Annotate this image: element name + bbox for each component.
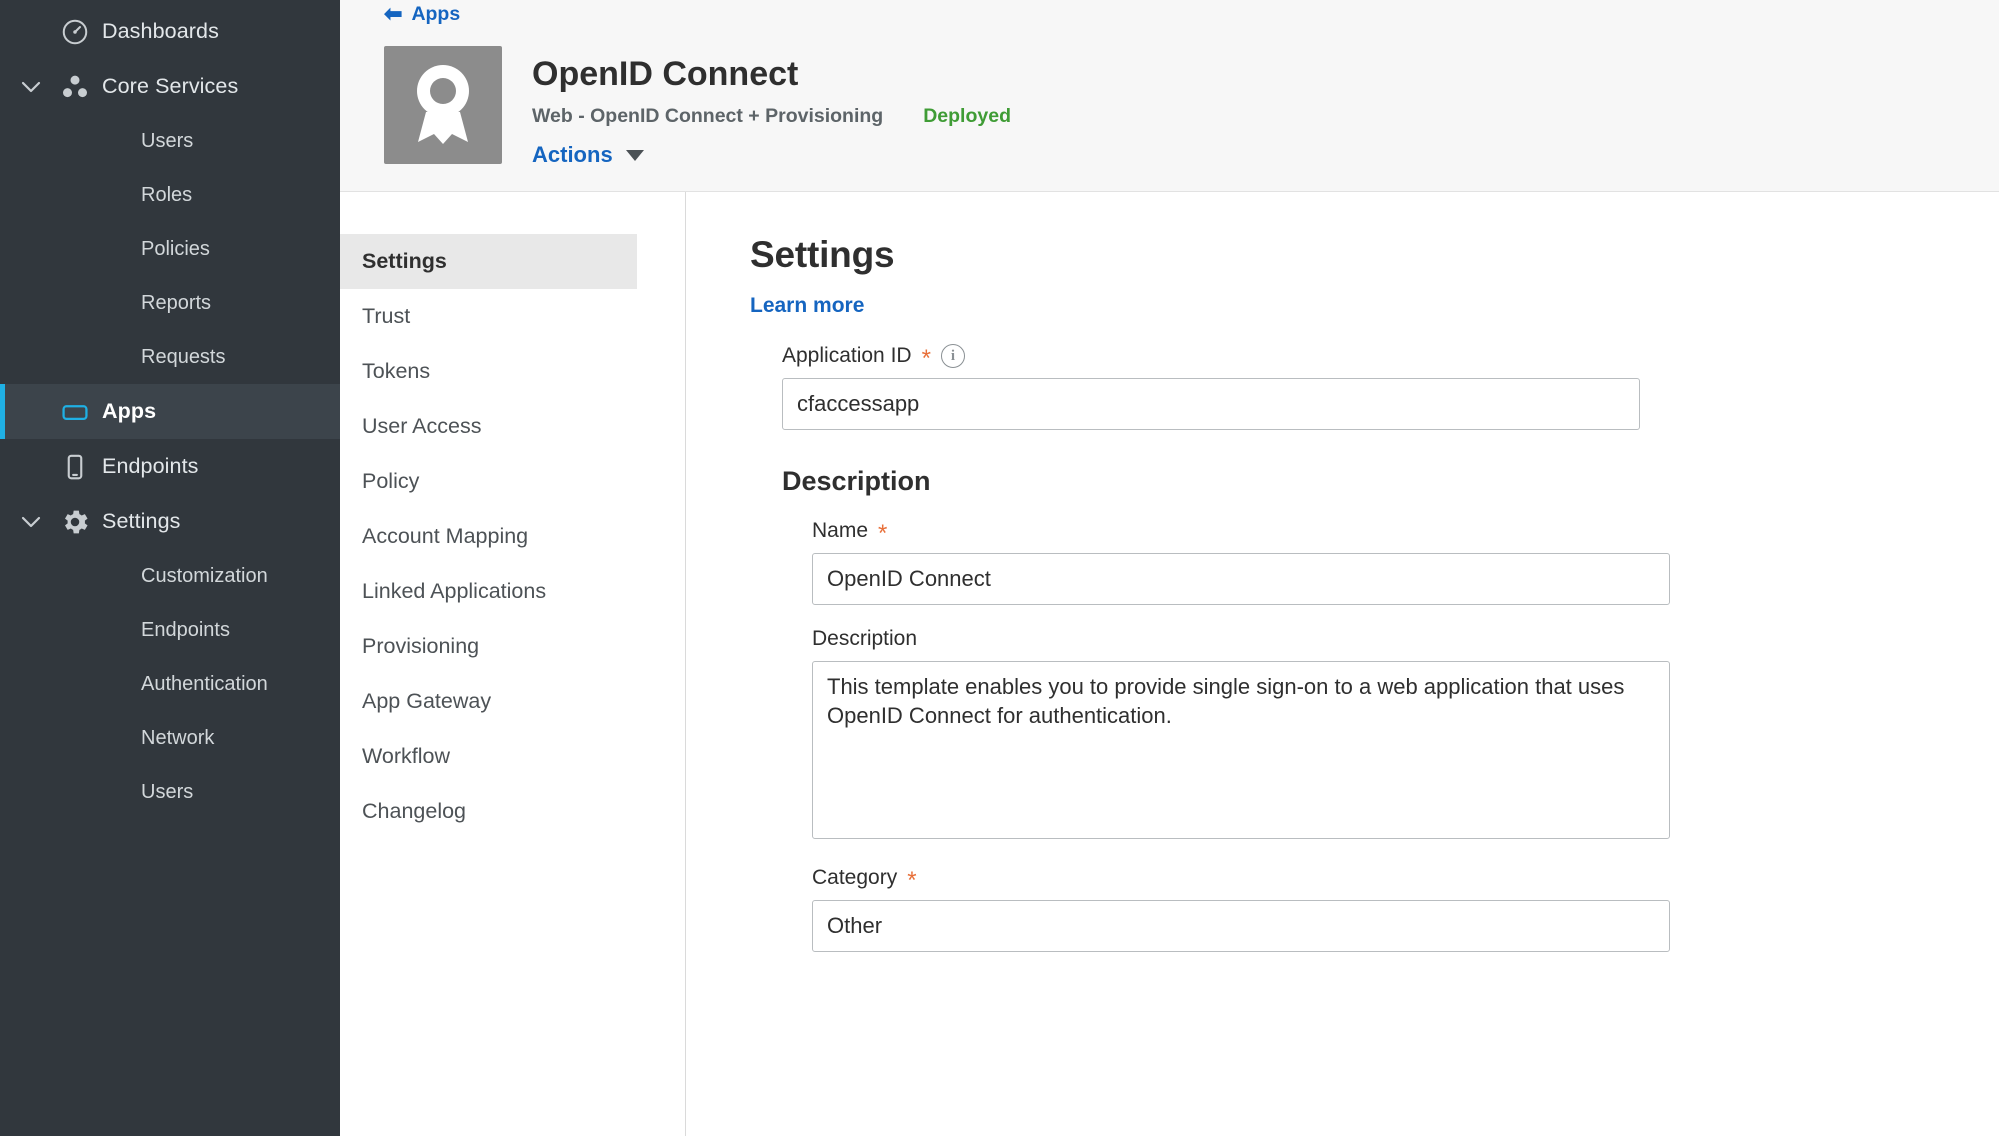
actions-button[interactable] [532, 142, 1011, 168]
tab-trust[interactable]: Trust [362, 304, 411, 328]
description-section-title: Description [782, 466, 931, 496]
sidebar-item-network[interactable]: Network [141, 726, 215, 749]
device-icon [48, 452, 102, 482]
category-input[interactable] [812, 900, 1670, 952]
sidebar-item-label: Dashboards [102, 19, 219, 43]
description-label-row [812, 627, 1999, 651]
sidebar-item-core-services[interactable] [0, 59, 340, 114]
tab-policy[interactable]: Policy [362, 469, 420, 493]
category-label: Category [812, 866, 898, 889]
name-input[interactable] [812, 553, 1670, 605]
breadcrumb-label: Apps [411, 3, 461, 25]
info-icon[interactable]: i [941, 344, 965, 368]
category-label-row [812, 866, 1999, 894]
required-marker: * [878, 520, 888, 547]
tab-user-access[interactable]: User Access [362, 414, 482, 438]
sidebar-item-label: Core Services [102, 74, 239, 98]
tab-tokens[interactable]: Tokens [362, 359, 431, 383]
actions-label: Actions [532, 142, 613, 168]
page-title: OpenID Connect [532, 55, 799, 93]
tab-app-gateway[interactable]: App Gateway [362, 689, 492, 713]
section-heading: Settings [750, 234, 895, 275]
sidebar-item-apps[interactable] [0, 384, 340, 439]
description-textarea[interactable] [812, 661, 1670, 839]
sidebar-item-endpoints[interactable] [0, 439, 340, 494]
sidebar-item-settings-endpoints[interactable]: Endpoints [141, 618, 230, 641]
tab-changelog[interactable]: Changelog [362, 799, 467, 823]
chevron-down-icon[interactable] [14, 80, 48, 93]
description-field [750, 627, 1999, 844]
required-marker: * [921, 345, 931, 372]
main-panel [340, 0, 1999, 1136]
name-field [750, 519, 1999, 605]
application-id-input[interactable] [782, 378, 1640, 430]
application-id-label: Application ID [782, 344, 912, 367]
gear-icon [48, 506, 102, 538]
app-header [340, 0, 1999, 192]
name-label-row [812, 519, 1999, 547]
tab-provisioning[interactable]: Provisioning [362, 634, 480, 658]
apps-icon [48, 396, 102, 428]
app-head-text [532, 46, 1011, 168]
sidebar-item-label: Endpoints [102, 454, 199, 478]
gauge-icon [48, 17, 102, 47]
sidebar-item-authentication[interactable]: Authentication [141, 672, 268, 695]
application-id-label-row [782, 344, 1999, 372]
sidebar-item-label: Settings [102, 509, 181, 533]
sidebar-item-users[interactable]: Users [141, 129, 194, 152]
back-arrow-icon: ⬅ [384, 0, 403, 26]
chevron-down-icon[interactable] [14, 515, 48, 528]
application-id-field [750, 344, 1999, 430]
required-marker: * [907, 867, 917, 894]
tab-linked-applications[interactable]: Linked Applications [362, 579, 547, 603]
award-ribbon-icon [404, 60, 482, 151]
chevron-down-icon [626, 150, 644, 161]
sidebar-item-requests[interactable]: Requests [141, 345, 226, 368]
body-area [340, 192, 1999, 1136]
sidebar-item-settings-users[interactable]: Users [141, 780, 194, 803]
sidebar [0, 0, 340, 1136]
learn-more-link[interactable]: Learn more [750, 294, 865, 317]
status-badge: Deployed [923, 105, 1011, 128]
sidebar-item-dashboards[interactable] [0, 4, 340, 59]
sidebar-item-customization[interactable]: Customization [141, 564, 268, 587]
app-logo [384, 46, 502, 164]
tab-settings[interactable]: Settings [340, 234, 637, 289]
settings-tab-list [340, 192, 686, 1136]
app-head [384, 46, 1999, 168]
sidebar-item-label: Apps [102, 399, 157, 423]
name-label: Name [812, 519, 869, 542]
app-sub-row [532, 105, 1011, 128]
sidebar-item-settings[interactable] [0, 494, 340, 549]
sidebar-item-reports[interactable]: Reports [141, 291, 212, 314]
sidebar-item-roles[interactable]: Roles [141, 183, 193, 206]
tab-workflow[interactable]: Workflow [362, 744, 451, 768]
sidebar-item-policies[interactable]: Policies [141, 237, 210, 260]
tab-account-mapping[interactable]: Account Mapping [362, 524, 529, 548]
breadcrumb[interactable] [384, 0, 1999, 26]
category-field [750, 866, 1999, 952]
settings-content [686, 192, 1999, 1136]
app-subtitle: Web - OpenID Connect + Provisioning [532, 105, 884, 128]
core-services-icon [48, 72, 102, 102]
description-label: Description [812, 627, 918, 650]
